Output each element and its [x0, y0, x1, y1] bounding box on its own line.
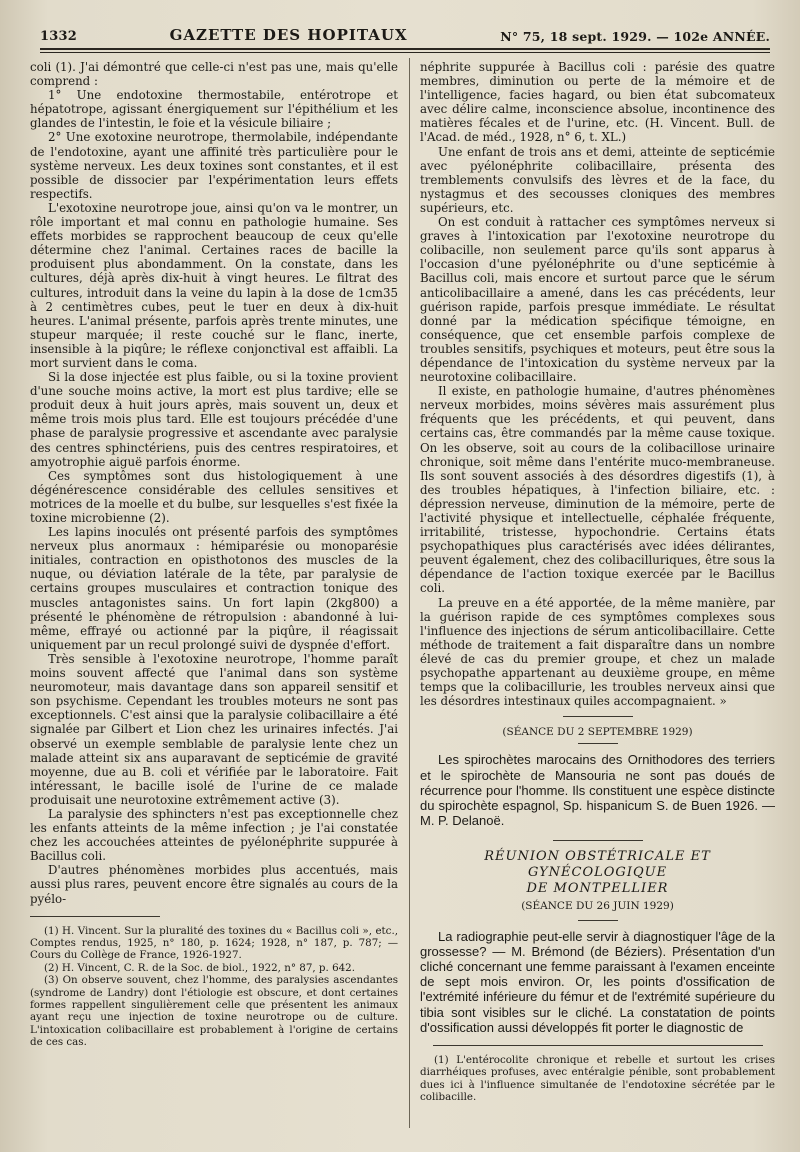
- paragraph: La paralysie des sphincters n'est pas exceptionnelle chez les enfants atteints de la même infection ; je l'ai constatée chez les accouchées atteintes de pyélonéphrite suppurée à Bacillus coli.: [30, 806, 398, 864]
- short-rule: [578, 743, 618, 744]
- section-title-line: DE MONTPELLIER: [526, 881, 669, 897]
- paragraph: L'exotoxine neurotrope joue, ainsi qu'on va le montrer, un rôle important et mal connu en pathologie humaine. Ses effets morbides se rapprochent beaucoup de ceux qu'elle détermine chez l'animal. Certaines races de bacille la produisent plus abondamment. On la constate, dans les cultures, déjà après dix-huit à vingt heures. Le filtrat des cultures, introduit dans la veine du lapin à la dose de 1cm35 à 2 centimètres cubes, peut le tuer en deux à dix-huit heures. L'animal présente, parfois après trente minutes, une stupeur marquée; il reste couché sur le flanc, inerte, insensible à la piqûre; le réflexe conjonctival est affaibli. La mort survient dans le coma.: [30, 200, 398, 370]
- paragraph: Une enfant de trois ans et demi, atteinte de septicémie avec pyélonéphrite colibacillaire, présenta des tremblements convulsifs des lèvres et de la face, du nystagmus et des secousses cloniques des membres supérieurs, etc.: [420, 144, 775, 215]
- paragraph: néphrite suppurée à Bacillus coli : parésie des quatre membres, diminution ou perte de la mémoire et de l'intelligence, facies hagard, ou bien état subcomateux avec délire calme, inconscience absolue, incontinence des matières fécales et de l'urine, etc. (H. Vincent. Bull. de l'Acad. de méd., 1928, n° 6, t. XL.): [420, 60, 775, 145]
- footnotes: [30, 925, 398, 1049]
- short-rule: [578, 920, 618, 921]
- paragraph: Il existe, en pathologie humaine, d'autres phénomènes nerveux morbides, moins sévères mais assurément plus fréquents que les précédents, et qui peuvent, dans certains cas, être commandés par la même cause toxique. On les observe, soit au cours de la colibacillose urinaire chronique, soit même dans l'entérite muco-membraneuse. Ils sont souvent associés à des désordres digestifs (1), à des troubles hépatiques, à l'infection biliaire, etc. : dépression nerveuse, diminution de la mémoire, perte de l'activité physique et intellectuelle, céphalée fréquente, irritabilité, tristesse, hypochondrie. Certains états psychopathiques plus caractérisés avec idées délirantes, peuvent également, chez des colibacilluriques, être sous la dépendance de l'action toxique exercée par le Bacillus coli.: [420, 384, 775, 596]
- paragraph: 1° Une endotoxine thermostabile, entérotrope et hépatotrope, agissant énergiquement sur l'épithélium et les glandes de l'intestin, le foie et la vésicule biliaire ;: [30, 88, 398, 131]
- page-header: [40, 14, 770, 44]
- issue-info: N° 75, 18 sept. 1929. — 102e ANNÉE.: [500, 29, 770, 44]
- communication-abstract: Les spirochètes marocains des Ornithodores des terriers et le spirochète de Mansouria ne sont pas doués de récurrence pour l'homme. Ils constituent une espèce distincte du spirochète espagnol, Sp. hispanicum S. de Buen 1926. — M. P. Delanoë.: [420, 752, 775, 829]
- paragraph: coli (1). J'ai démontré que celle-ci n'est pas une, mais qu'elle comprend :: [30, 60, 398, 89]
- seance-date: (SÉANCE DU 26 JUIN 1929): [521, 900, 674, 913]
- footnote: (1) H. Vincent. Sur la pluralité des toxines du « Bacillus coli », etc., Comptes rendus, 1925, n° 180, p. 1624; 1928, n° 187, p. 787; — Cours du Collège de France, 1926-1927.: [30, 924, 398, 962]
- right-column: [420, 60, 775, 1104]
- left-column: [30, 60, 398, 1049]
- section-title: [420, 849, 775, 897]
- page-number: 1332: [40, 29, 77, 44]
- section-separator: [563, 716, 633, 717]
- footnote-rule: [433, 1045, 763, 1046]
- header-rule: [40, 48, 770, 53]
- footnotes: [420, 1054, 775, 1104]
- paragraph: Très sensible à l'exotoxine neurotrope, l'homme paraît moins souvent affecté que l'animal dans son système neuromoteur, mais davantage dans son appareil sensitif et son psychisme. Cependant les troubles moteurs ne sont pas exceptionnels. C'est ainsi que la paralysie colibacillaire a été signalée par Gilbert et Lion chez les urinaires infectés. J'ai observé un exemple semblable de paralysie lente chez un malade atteint six ans auparavant de septicémie de gravité moyenne, due au B. coli et vérifiée par le laboratoire. Fait intéressant, le bacille isolé de l'urine de ce malade produisait une neurotoxine extrêmement active (3).: [30, 651, 398, 807]
- paragraph: D'autres phénomènes morbides plus accentués, mais aussi plus rares, peuvent encore être signalés au cours de la pyélo-: [30, 863, 398, 906]
- journal-title: GAZETTE DES HOPITAUX: [169, 26, 408, 44]
- paragraph: On est conduit à rattacher ces symptômes nerveux si graves à l'intoxication par l'exotoxine neurotrope du colibacille, non seulement parce qu'ils sont apparus à l'occasion d'une pyélonéphrite ou d'une septicémie à Bacillus coli, mais encore et surtout parce que le sérum anticolibacillaire a amené, dans les cas précédents, leur guérison rapide, parfois presque immédiate. Le résultat donné par la médication spécifique témoigne, en conséquence, que cet ensemble parfois complexe de troubles sensitifs, psychiques et moteurs, peut être sous la dépendance de l'intoxication du système nerveux par la neurotoxine colibacillaire.: [420, 215, 775, 385]
- column-divider: [409, 58, 410, 1128]
- footnote: (2) H. Vincent, C. R. de la Soc. de biol., 1922, n° 87, p. 642.: [44, 961, 355, 974]
- paragraph: Ces symptômes sont dus histologiquement à une dégénérescence considérable des cellules sensitives et motrices de la moelle et du bulbe, sur lesquelles s'est fixée la toxine microbienne (2).: [30, 468, 398, 525]
- seance-date: (SÉANCE DU 2 SEPTEMBRE 1929): [502, 726, 693, 739]
- paragraph: Si la dose injectée est plus faible, ou si la toxine provient d'une souche moins active, la mort est plus tardive; elle se produit deux à huit jours après, mais souvent un, deux et même trois mois plus tard. Elle est toujours précédée d'une phase de paralysie progressive et ascendante avec paralysie des centres sphinctériens, puis des centres respiratoires, et amyotrophie aiguë parfois énorme.: [30, 370, 398, 469]
- section-separator: [553, 840, 643, 841]
- paragraph: La preuve en a été apportée, de la même manière, par la guérison rapide de ces symptômes complexes sous l'influence des injections de sérum anticolibacillaire. Cette méthode de traitement a fait disparaître dans un nombre élevé de cas du premier groupe, et chez un malade psychopathe appartenant au deuxième groupe, en même temps que la colibacillurie, les troubles nerveux ainsi que les désordres intestinaux quiles accompagnaient. »: [420, 595, 775, 709]
- section-title-line: RÉUNION OBSTÉTRICALE ET GYNÉCOLOGIQUE: [484, 849, 711, 881]
- communication-abstract: La radiographie peut-elle servir à diagnostiquer l'âge de la grossesse? — M. Brémond (de Béziers). Présentation d'un cliché concernant une femme paraissant à l'examen enceinte de sept mois environ. Or, les points d'ossification de l'extrémité inférieure du fémur et de l'extrémité supérieure du tibia sont visibles sur le cliché. La constatation de points d'ossification aussi développés fit porter le diagnostic de: [420, 928, 775, 1035]
- footnote: (1) L'entérocolite chronique et rebelle et surtout les crises diarrhéiques profuses, avec entéralgie pénible, sont probablement dues ici à l'influence simultanée de l'endotoxine sécrétée par le colibacille.: [420, 1053, 775, 1104]
- paragraph: Les lapins inoculés ont présenté parfois des symptômes nerveux plus anormaux : hémiparésie ou monoparésie initiales, contraction en opisthotonos des muscles de la nuque, ou déviation latérale de la tête, par paralysie de certains groupes musculaires et contraction tonique des muscles antagonistes sains. Un fort lapin (2kg800) a présenté le phénomène de rétropulsion : abandonné à lui-même, effrayé ou actionné par la piqûre, il réagissait uniquement par un recul prolongé suivi de dyspnée d'effort.: [30, 525, 398, 652]
- paragraph: 2° Une exotoxine neurotrope, thermolabile, indépendante de l'endotoxine, ayant une affinité très particulière pour le système nerveux. Les deux toxines sont constantes, et il est possible de dissocier par l'expérimentation leurs effets respectifs.: [30, 130, 398, 201]
- footnote: (3) On observe souvent, chez l'homme, des paralysies ascendantes (syndrome de Landry) dont l'étiologie est obscure, et dont certaines formes rappellent singulièrement celle que présentent les animaux ayant reçu une injection de toxine neurotrope ou de culture. L'intoxication colibacillaire est probablement à l'origine de certains de ces cas.: [30, 974, 398, 1049]
- footnote-rule: [30, 916, 160, 917]
